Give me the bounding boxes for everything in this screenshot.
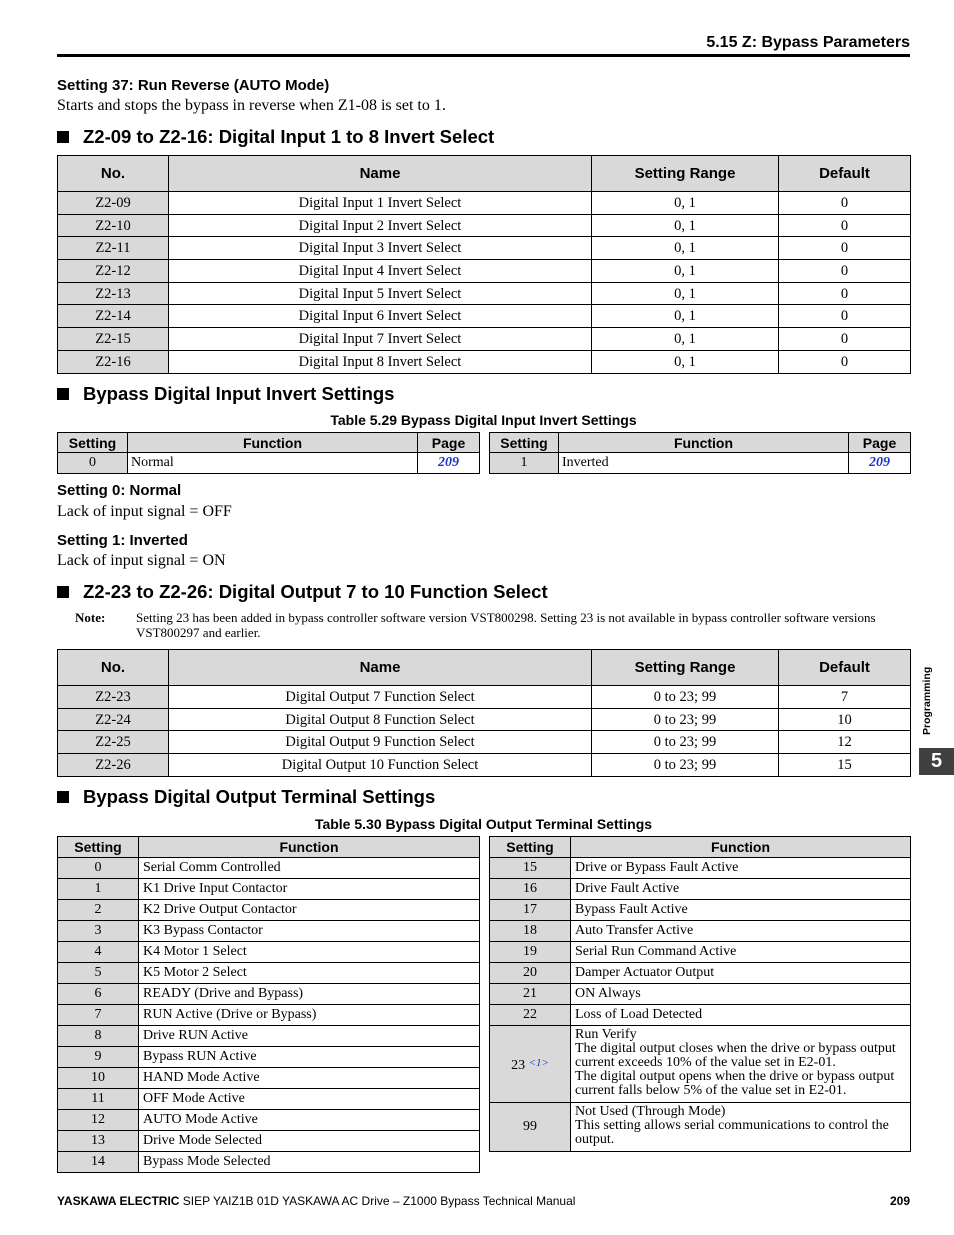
col-header-setting: Setting xyxy=(490,433,559,453)
param-no-cell: Z2-12 xyxy=(58,260,169,283)
table-header-row xyxy=(58,433,480,453)
default-cell: 7 xyxy=(779,686,911,709)
function-cell: Loss of Load Detected xyxy=(571,1005,911,1026)
function-cell: Serial Run Command Active xyxy=(571,942,911,963)
setting-range-cell: 0, 1 xyxy=(592,192,779,215)
section-heading-text: Bypass Digital Output Terminal Settings xyxy=(83,786,436,807)
setting-cell: 12 xyxy=(58,1110,139,1131)
param-no-cell: Z2-14 xyxy=(58,305,169,328)
function-cell: Damper Actuator Output xyxy=(571,963,911,984)
table-row xyxy=(58,879,480,900)
param-no-cell: Z2-15 xyxy=(58,328,169,351)
param-name-cell: Digital Input 2 Invert Select xyxy=(169,214,592,237)
function-cell: HAND Mode Active xyxy=(139,1068,480,1089)
function-cell: Drive or Bypass Fault Active xyxy=(571,858,911,879)
table-row xyxy=(58,942,480,963)
section-bullet-icon xyxy=(57,791,69,803)
table-row xyxy=(490,963,911,984)
setting-cell: 1 xyxy=(490,453,559,474)
table-row xyxy=(58,921,480,942)
table-row xyxy=(490,984,911,1005)
table-header-row xyxy=(58,650,911,686)
table-row xyxy=(490,942,911,963)
function-line: This setting allows serial communications to control the output. xyxy=(575,1118,889,1147)
col-header-function: Function xyxy=(571,837,911,858)
param-no-cell: Z2-13 xyxy=(58,282,169,305)
setting-cell: 99 xyxy=(490,1103,571,1152)
function-cell: K2 Drive Output Contactor xyxy=(139,900,480,921)
param-name-cell: Digital Input 3 Invert Select xyxy=(169,237,592,260)
header-rule xyxy=(57,54,910,57)
table-row xyxy=(58,963,480,984)
section-heading-text: Z2-09 to Z2-16: Digital Input 1 to 8 Invert Select xyxy=(83,126,495,147)
setting0-title: Setting 0: Normal xyxy=(57,482,182,499)
table-row xyxy=(58,1047,480,1068)
param-name-cell: Digital Input 5 Invert Select xyxy=(169,282,592,305)
section-heading-output-select xyxy=(57,581,548,603)
param-no-cell: Z2-09 xyxy=(58,192,169,215)
param-name-cell: Digital Output 7 Function Select xyxy=(169,686,592,709)
function-line: The digital output opens when the drive or bypass output current falls below 5% of the value set in E2-01. xyxy=(575,1069,895,1098)
setting-cell: 20 xyxy=(490,963,571,984)
table-header-row xyxy=(490,433,911,453)
output-select-table xyxy=(57,649,911,777)
param-no-cell: Z2-16 xyxy=(58,350,169,373)
table-row xyxy=(490,1103,911,1152)
table-row xyxy=(58,1110,480,1131)
table-row xyxy=(58,731,911,754)
table-row xyxy=(490,453,911,474)
section-heading-text: Bypass Digital Input Invert Settings xyxy=(83,383,395,404)
col-header-name: Name xyxy=(169,650,592,686)
setting-range-cell: 0, 1 xyxy=(592,282,779,305)
function-cell: Bypass Mode Selected xyxy=(139,1152,480,1173)
default-cell: 0 xyxy=(779,192,911,215)
table-row xyxy=(58,192,911,215)
col-header-setting-range: Setting Range xyxy=(592,156,779,192)
note-text: Setting 23 has been added in bypass controller software version VST800298. Setting 23 is not available in bypass controller software versions VST800297 and earlier. xyxy=(136,610,876,640)
default-cell: 0 xyxy=(779,237,911,260)
footer-doc-title: SIEP YAIZ1B 01D YASKAWA AC Drive – Z1000 Bypass Technical Manual xyxy=(179,1194,576,1208)
setting-range-cell: 0, 1 xyxy=(592,328,779,351)
function-cell: Drive RUN Active xyxy=(139,1026,480,1047)
function-cell: Inverted xyxy=(559,453,849,474)
function-cell: K4 Motor 1 Select xyxy=(139,942,480,963)
function-cell xyxy=(571,1103,911,1152)
setting-cell: 0 xyxy=(58,453,128,474)
param-no-cell: Z2-11 xyxy=(58,237,169,260)
function-cell xyxy=(571,1026,911,1103)
setting-cell: 2 xyxy=(58,900,139,921)
setting-cell: 22 xyxy=(490,1005,571,1026)
note-label: Note: xyxy=(75,610,106,625)
param-no-cell: Z2-25 xyxy=(58,731,169,754)
default-cell: 0 xyxy=(779,305,911,328)
col-header-setting: Setting xyxy=(58,433,128,453)
param-name-cell: Digital Output 8 Function Select xyxy=(169,708,592,731)
function-cell: Bypass RUN Active xyxy=(139,1047,480,1068)
function-cell: Auto Transfer Active xyxy=(571,921,911,942)
table-row xyxy=(58,708,911,731)
param-name-cell: Digital Output 10 Function Select xyxy=(169,754,592,777)
param-no-cell: Z2-23 xyxy=(58,686,169,709)
section-heading-invert-select xyxy=(57,126,494,148)
table-row xyxy=(58,686,911,709)
section-bullet-icon xyxy=(57,586,69,598)
function-cell: K5 Motor 2 Select xyxy=(139,963,480,984)
page-link[interactable]: 209 xyxy=(418,453,480,474)
footer-brand: YASKAWA ELECTRIC xyxy=(57,1194,180,1208)
table-row xyxy=(58,1089,480,1110)
function-cell: AUTO Mode Active xyxy=(139,1110,480,1131)
table-row xyxy=(58,1005,480,1026)
function-cell: OFF Mode Active xyxy=(139,1089,480,1110)
setting-cell: 18 xyxy=(490,921,571,942)
setting-cell: 9 xyxy=(58,1047,139,1068)
table-header-row xyxy=(58,156,911,192)
setting-cell: 7 xyxy=(58,1005,139,1026)
col-header-function: Function xyxy=(128,433,418,453)
function-cell: K3 Bypass Contactor xyxy=(139,921,480,942)
setting-cell: 15 xyxy=(490,858,571,879)
table-row xyxy=(58,453,480,474)
table-header-row xyxy=(490,837,911,858)
setting37-text: Starts and stops the bypass in reverse when Z1-08 is set to 1. xyxy=(57,97,446,114)
col-header-page: Page xyxy=(849,433,911,453)
col-header-page: Page xyxy=(418,433,480,453)
function-cell: ON Always xyxy=(571,984,911,1005)
param-name-cell: Digital Output 9 Function Select xyxy=(169,731,592,754)
setting-range-cell: 0, 1 xyxy=(592,260,779,283)
col-header-setting: Setting xyxy=(490,837,571,858)
setting1-text: Lack of input signal = ON xyxy=(57,552,226,569)
footer-page-number: 209 xyxy=(889,1194,910,1208)
table-caption-5-29: Table 5.29 Bypass Digital Input Invert Settings xyxy=(330,412,637,428)
function-cell: Serial Comm Controlled xyxy=(139,858,480,879)
table-row xyxy=(490,1026,911,1103)
default-cell: 0 xyxy=(779,350,911,373)
table-row xyxy=(58,754,911,777)
param-name-cell: Digital Input 7 Invert Select xyxy=(169,328,592,351)
function-cell: Bypass Fault Active xyxy=(571,900,911,921)
setting-value: 23 xyxy=(511,1057,526,1073)
function-cell: Drive Mode Selected xyxy=(139,1131,480,1152)
chapter-tab[interactable]: 5 xyxy=(919,748,954,775)
col-header-default: Default xyxy=(779,650,911,686)
setting-cell: 19 xyxy=(490,942,571,963)
page-link[interactable]: 209 xyxy=(849,453,911,474)
function-line: Not Used (Through Mode) xyxy=(575,1104,726,1119)
table-row xyxy=(490,1005,911,1026)
section-bullet-icon xyxy=(57,388,69,400)
invert-settings-table-right xyxy=(489,432,911,474)
default-cell: 0 xyxy=(779,282,911,305)
param-no-cell: Z2-26 xyxy=(58,754,169,777)
table-row xyxy=(58,214,911,237)
table-row xyxy=(490,921,911,942)
default-cell: 0 xyxy=(779,260,911,283)
table-row xyxy=(58,305,911,328)
side-tab-label: Programming xyxy=(921,666,933,735)
col-header-name: Name xyxy=(169,156,592,192)
setting-range-cell: 0, 1 xyxy=(592,350,779,373)
invert-settings-table-left xyxy=(57,432,480,474)
setting-cell: 1 xyxy=(58,879,139,900)
setting-range-cell: 0, 1 xyxy=(592,237,779,260)
setting-cell: 21 xyxy=(490,984,571,1005)
function-cell: RUN Active (Drive or Bypass) xyxy=(139,1005,480,1026)
table-row xyxy=(58,1152,480,1173)
setting1-title: Setting 1: Inverted xyxy=(57,532,188,549)
param-no-cell: Z2-24 xyxy=(58,708,169,731)
param-name-cell: Digital Input 8 Invert Select xyxy=(169,350,592,373)
col-header-no: No. xyxy=(58,156,169,192)
default-cell: 12 xyxy=(779,731,911,754)
table-row xyxy=(58,984,480,1005)
setting-cell: 10 xyxy=(58,1068,139,1089)
col-header-default: Default xyxy=(779,156,911,192)
footer-doc-info xyxy=(57,1194,575,1208)
setting-cell: 6 xyxy=(58,984,139,1005)
col-header-setting: Setting xyxy=(58,837,139,858)
setting0-text: Lack of input signal = OFF xyxy=(57,503,232,520)
section-heading-output-terminal xyxy=(57,786,435,808)
footnote-ref-link[interactable]: <1> xyxy=(528,1056,549,1069)
setting-cell: 11 xyxy=(58,1089,139,1110)
section-heading-text: Z2-23 to Z2-26: Digital Output 7 to 10 Function Select xyxy=(83,581,548,602)
setting-range-cell: 0, 1 xyxy=(592,214,779,237)
setting-cell: 13 xyxy=(58,1131,139,1152)
col-header-no: No. xyxy=(58,650,169,686)
col-header-function: Function xyxy=(139,837,480,858)
table-header-row xyxy=(58,837,480,858)
param-name-cell: Digital Input 6 Invert Select xyxy=(169,305,592,328)
setting-range-cell: 0 to 23; 99 xyxy=(592,686,779,709)
setting-cell: 5 xyxy=(58,963,139,984)
table-caption-5-30: Table 5.30 Bypass Digital Output Terminal Settings xyxy=(314,816,653,832)
setting-range-cell: 0 to 23; 99 xyxy=(592,708,779,731)
function-cell: K1 Drive Input Contactor xyxy=(139,879,480,900)
table-row xyxy=(58,1068,480,1089)
default-cell: 15 xyxy=(779,754,911,777)
function-cell: Drive Fault Active xyxy=(571,879,911,900)
setting-range-cell: 0 to 23; 99 xyxy=(592,754,779,777)
param-no-cell: Z2-10 xyxy=(58,214,169,237)
output-terminal-table-right xyxy=(489,836,911,1152)
setting-range-cell: 0 to 23; 99 xyxy=(592,731,779,754)
table-row xyxy=(490,879,911,900)
col-header-setting-range: Setting Range xyxy=(592,650,779,686)
table-row xyxy=(58,1026,480,1047)
table-row xyxy=(58,900,480,921)
setting-range-cell: 0, 1 xyxy=(592,305,779,328)
table-row xyxy=(58,858,480,879)
setting37-title: Setting 37: Run Reverse (AUTO Mode) xyxy=(57,77,330,94)
invert-select-table xyxy=(57,155,911,374)
function-line: Run Verify xyxy=(575,1027,637,1042)
table-row xyxy=(58,282,911,305)
section-heading-invert-settings xyxy=(57,383,394,405)
col-header-function: Function xyxy=(559,433,849,453)
default-cell: 0 xyxy=(779,214,911,237)
function-line: The digital output closes when the drive or bypass output current exceeds 10% of the value set in E2-01. xyxy=(575,1041,896,1070)
default-cell: 0 xyxy=(779,328,911,351)
output-terminal-table-left xyxy=(57,836,480,1173)
function-cell: Normal xyxy=(128,453,418,474)
setting-cell: 8 xyxy=(58,1026,139,1047)
setting-cell: 0 xyxy=(58,858,139,879)
setting-cell: 3 xyxy=(58,921,139,942)
setting-cell: 4 xyxy=(58,942,139,963)
setting-cell: 17 xyxy=(490,900,571,921)
table-row xyxy=(58,1131,480,1152)
setting-cell: 14 xyxy=(58,1152,139,1173)
function-cell: READY (Drive and Bypass) xyxy=(139,984,480,1005)
default-cell: 10 xyxy=(779,708,911,731)
table-row xyxy=(490,900,911,921)
page-header-title: 5.15 Z: Bypass Parameters xyxy=(706,34,910,51)
table-row xyxy=(58,237,911,260)
table-row xyxy=(58,350,911,373)
setting-cell xyxy=(490,1026,571,1103)
table-row xyxy=(490,858,911,879)
param-name-cell: Digital Input 1 Invert Select xyxy=(169,192,592,215)
table-row xyxy=(58,328,911,351)
param-name-cell: Digital Input 4 Invert Select xyxy=(169,260,592,283)
setting-cell: 16 xyxy=(490,879,571,900)
table-row xyxy=(58,260,911,283)
section-bullet-icon xyxy=(57,131,69,143)
